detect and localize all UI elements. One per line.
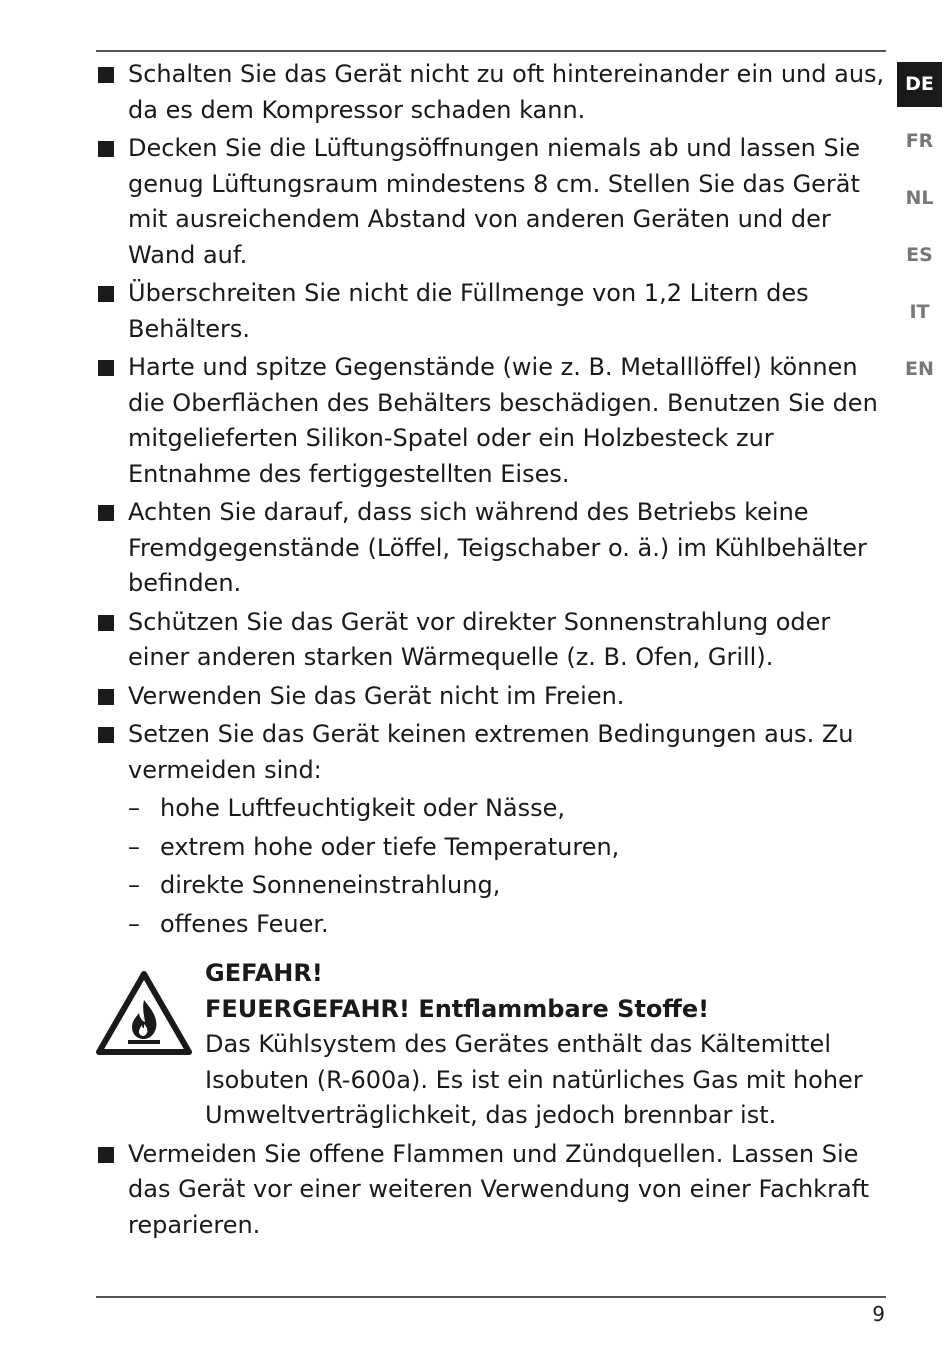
tab-de[interactable]: DE bbox=[897, 62, 942, 107]
sub-item-text: extrem hohe oder tiefe Temperaturen, bbox=[160, 832, 620, 861]
bullet-item bbox=[96, 717, 888, 788]
square-bullet-icon bbox=[98, 286, 114, 302]
dash-marker: – bbox=[128, 794, 140, 822]
bullet-item bbox=[96, 605, 888, 676]
bullet-text: Decken Sie die Lüftungsöffnungen niemals ab und lassen Sie genug Lüftungsraum mindestens 8 cm. Stellen Sie das Gerät mit ausreichendem Abstand von anderen Geräten und der Wand auf. bbox=[128, 134, 861, 269]
dash-marker: – bbox=[128, 871, 140, 899]
bullet-item bbox=[96, 1137, 888, 1244]
warning-box bbox=[96, 956, 888, 1134]
square-bullet-icon bbox=[98, 67, 114, 83]
bullet-text: Verwenden Sie das Gerät nicht im Freien. bbox=[128, 681, 625, 710]
square-bullet-icon bbox=[98, 615, 114, 631]
bullet-text: Vermeiden Sie offene Flammen und Zündquellen. Lassen Sie das Gerät vor einer weiteren Verwendung von einer Fachkraft reparieren. bbox=[128, 1139, 870, 1239]
warning-title: GEFAHR! bbox=[205, 959, 323, 987]
page-number: 9 bbox=[872, 1302, 885, 1326]
sub-list-item bbox=[96, 830, 888, 866]
sub-list-item bbox=[96, 868, 888, 904]
square-bullet-icon bbox=[98, 505, 114, 521]
tab-it[interactable]: IT bbox=[909, 301, 930, 323]
bullet-text: Setzen Sie das Gerät keinen extremen Bedingungen aus. Zu vermeiden sind: bbox=[128, 720, 854, 784]
sub-list-item bbox=[96, 907, 888, 943]
tab-fr[interactable]: FR bbox=[905, 130, 934, 152]
bullet-item bbox=[96, 276, 888, 347]
tab-es[interactable]: ES bbox=[906, 244, 933, 266]
dash-marker: – bbox=[128, 832, 140, 861]
top-rule bbox=[96, 50, 886, 52]
safety-instructions bbox=[96, 57, 888, 1246]
bullet-text: Überschreiten Sie nicht die Füllmenge von 1,2 Litern des Behälters. bbox=[128, 279, 809, 343]
square-bullet-icon bbox=[98, 141, 114, 157]
bullet-text: Achten Sie darauf, dass sich während des Betriebs keine Fremdgegenstände (Löffel, Teigschaber o. ä.) im Kühlbehälter befinden. bbox=[128, 498, 867, 597]
tab-nl[interactable]: NL bbox=[905, 187, 934, 209]
warning-text: Das Kühlsystem des Gerätes enthält das Kältemittel Isobuten (R-600a). Es ist ein natürliches Gas mit hoher Umweltverträglichkeit, das jedoch brennbar ist. bbox=[205, 1030, 863, 1129]
sub-item-text: direkte Sonneneinstrahlung, bbox=[160, 871, 501, 899]
square-bullet-icon bbox=[98, 1147, 114, 1163]
bullet-item bbox=[96, 57, 888, 128]
bullet-text: Schalten Sie das Gerät nicht zu oft hintereinander ein und aus, da es dem Kompressor schaden kann. bbox=[128, 60, 885, 124]
bullet-item bbox=[96, 679, 888, 715]
dash-marker: – bbox=[128, 909, 140, 938]
bullet-text: Harte und spitze Gegenstände (wie z. B. Metalllöffel) können die Oberflächen des Behälters beschädigen. Benutzen Sie den mitgelieferten Silikon-Spatel oder ein Holzbesteck zur Entnahme des fertiggestellten Eises. bbox=[128, 353, 878, 488]
warning-subtitle: FEUERGEFAHR! Entflammbare Stoffe! bbox=[205, 994, 710, 1023]
bottom-rule bbox=[96, 1296, 886, 1298]
bullet-item bbox=[96, 131, 888, 273]
square-bullet-icon bbox=[98, 360, 114, 376]
sub-item-text: offenes Feuer. bbox=[160, 909, 329, 938]
language-tabs bbox=[897, 62, 942, 404]
bullet-item bbox=[96, 350, 888, 492]
flammable-warning-icon bbox=[96, 970, 192, 1056]
bullet-text: Schützen Sie das Gerät vor direkter Sonnenstrahlung oder einer anderen starken Wärmequelle (z. B. Ofen, Grill). bbox=[128, 607, 831, 671]
tab-en[interactable]: EN bbox=[905, 358, 934, 380]
square-bullet-icon bbox=[98, 727, 114, 743]
square-bullet-icon bbox=[98, 689, 114, 705]
sub-list-item bbox=[96, 791, 888, 827]
bullet-item bbox=[96, 495, 888, 602]
sub-item-text: hohe Luftfeuchtigkeit oder Nässe, bbox=[160, 794, 565, 822]
